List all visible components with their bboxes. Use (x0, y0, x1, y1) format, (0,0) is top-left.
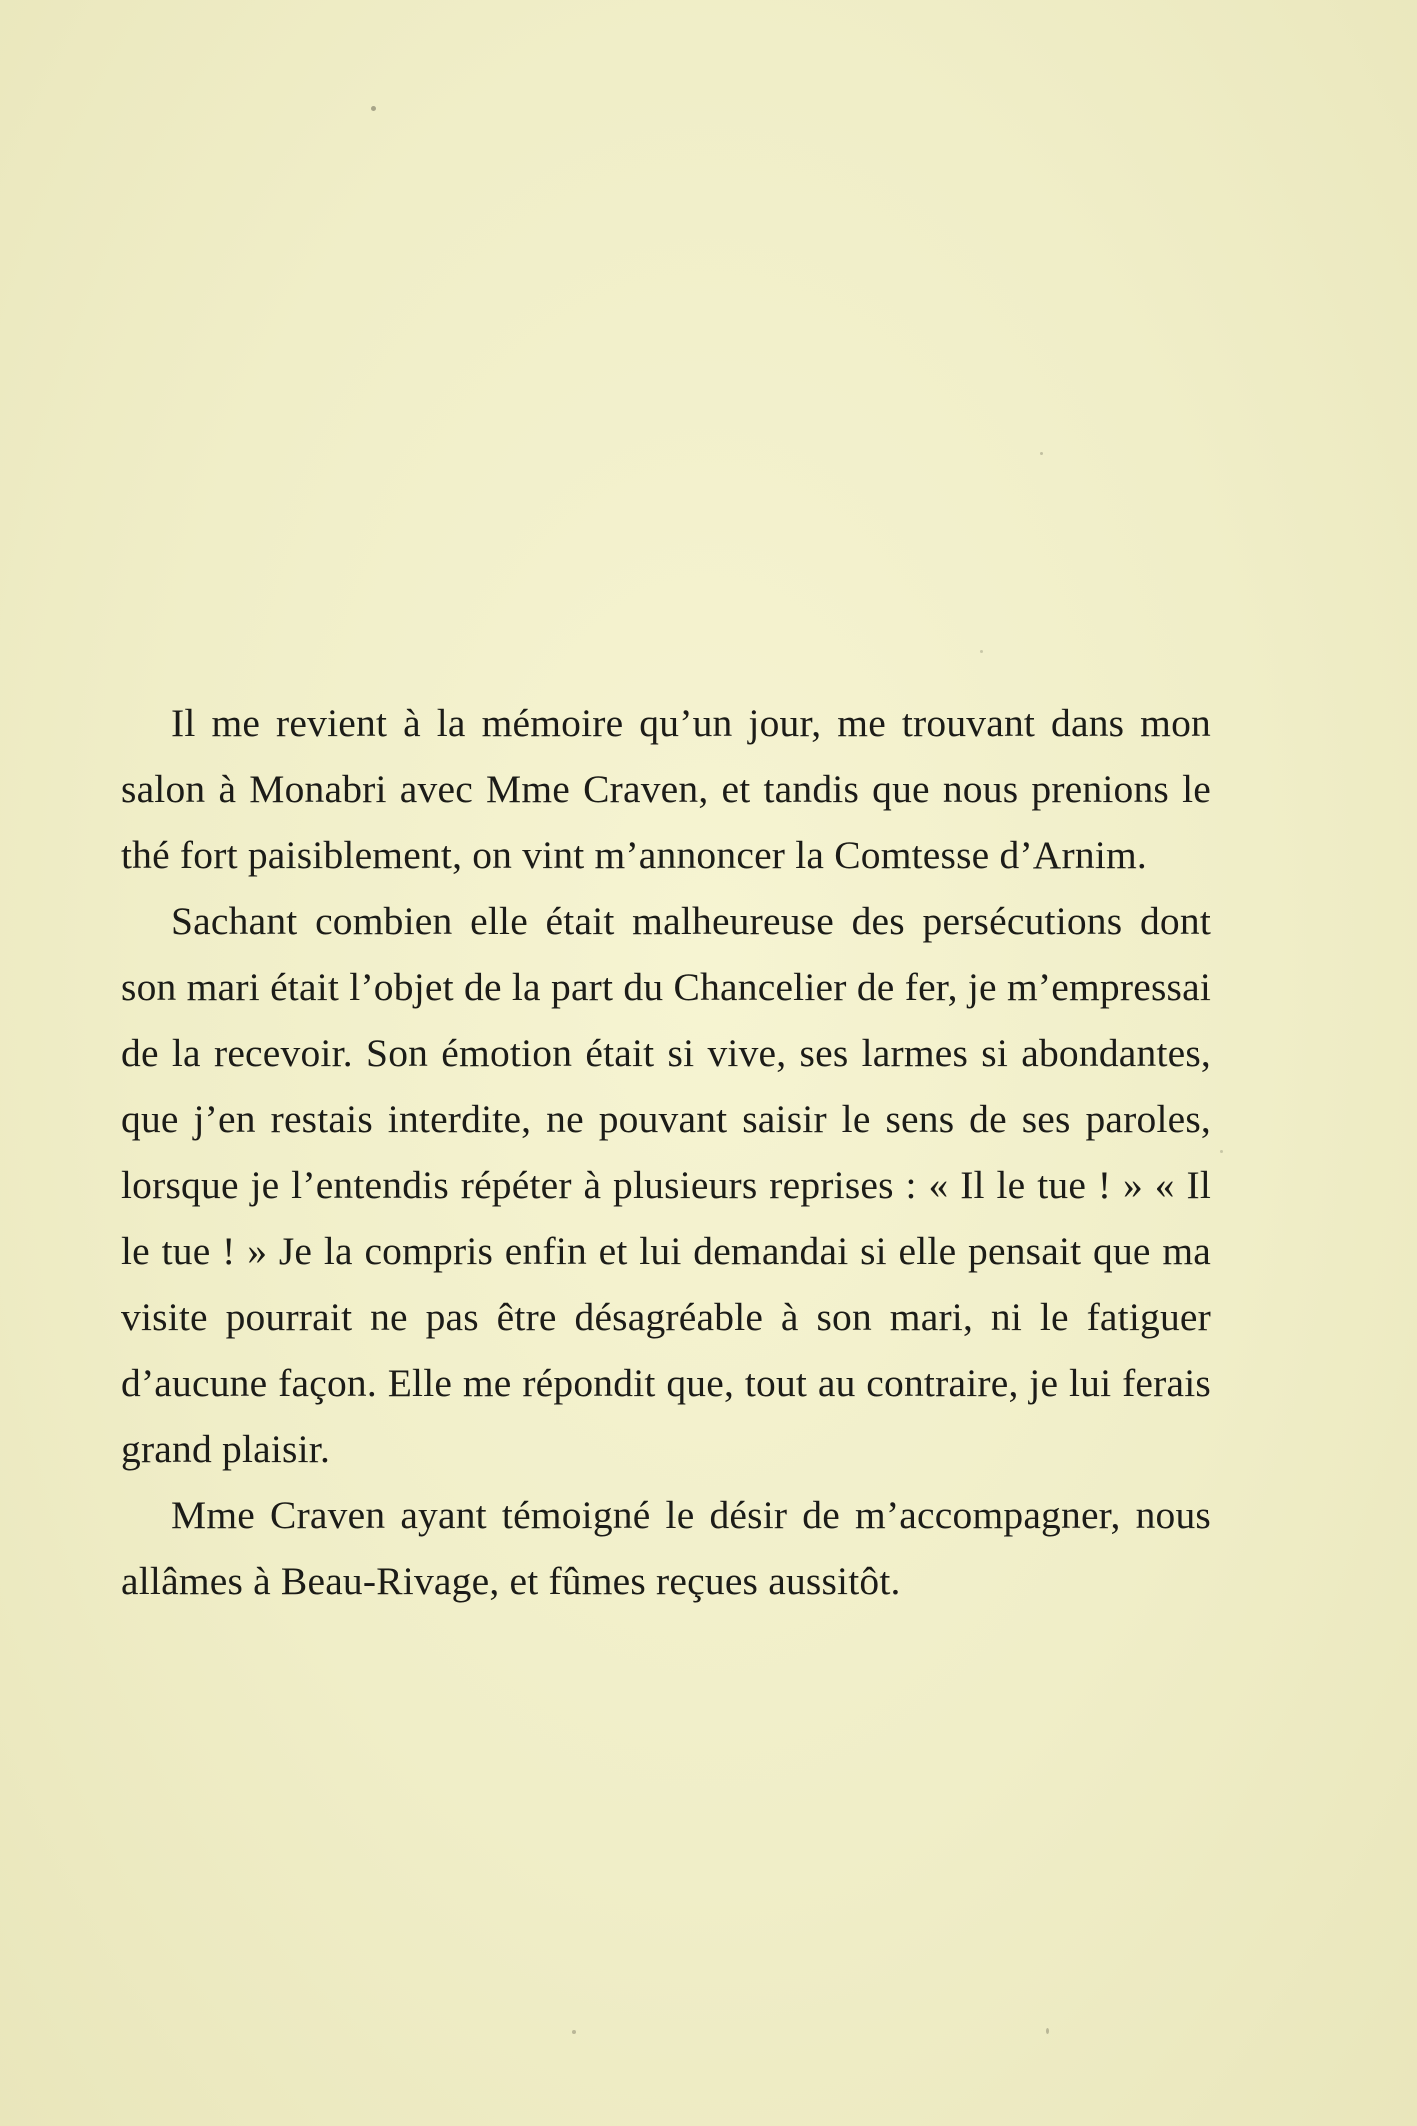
paper-speck (1040, 452, 1043, 455)
paper-speck (572, 2030, 576, 2034)
paper-speck (1046, 2028, 1049, 2034)
paper-speck (1220, 1150, 1223, 1153)
paragraph: Mme Craven ayant témoigné le désir de m’accompagner, nous allâmes à Beau-Rivage, et fûmes reçues aussitôt. (121, 1493, 1211, 1603)
paragraph: Il me revient à la mémoire qu’un jour, me trouvant dans mon salon à Monabri avec Mme Craven, et tandis que nous prenions le thé fort paisiblement, on vint m’annoncer la Comtesse d’Arnim. (121, 701, 1211, 877)
body-text (121, 690, 1211, 1614)
paragraph: Sachant combien elle était malheureuse des persécutions dont son mari était l’objet de la part du Chancelier de fer, je m’empressai de la recevoir. Son émotion était si vive, ses larmes si abondantes, que j’en restais interdite, ne pouvant saisir le sens de ses paroles, lorsque je l’entendis répéter à plusieurs reprises : « Il le tue ! » « Il le tue ! » Je la compris enfin et lui demandai si elle pensait que ma visite pourrait ne pas être désagréable à son mari, ni le fatiguer d’aucune façon. Elle me répondit que, tout au contraire, je lui ferais grand plaisir. (121, 899, 1211, 1471)
paper-speck (371, 106, 376, 111)
paper-speck (980, 650, 983, 653)
